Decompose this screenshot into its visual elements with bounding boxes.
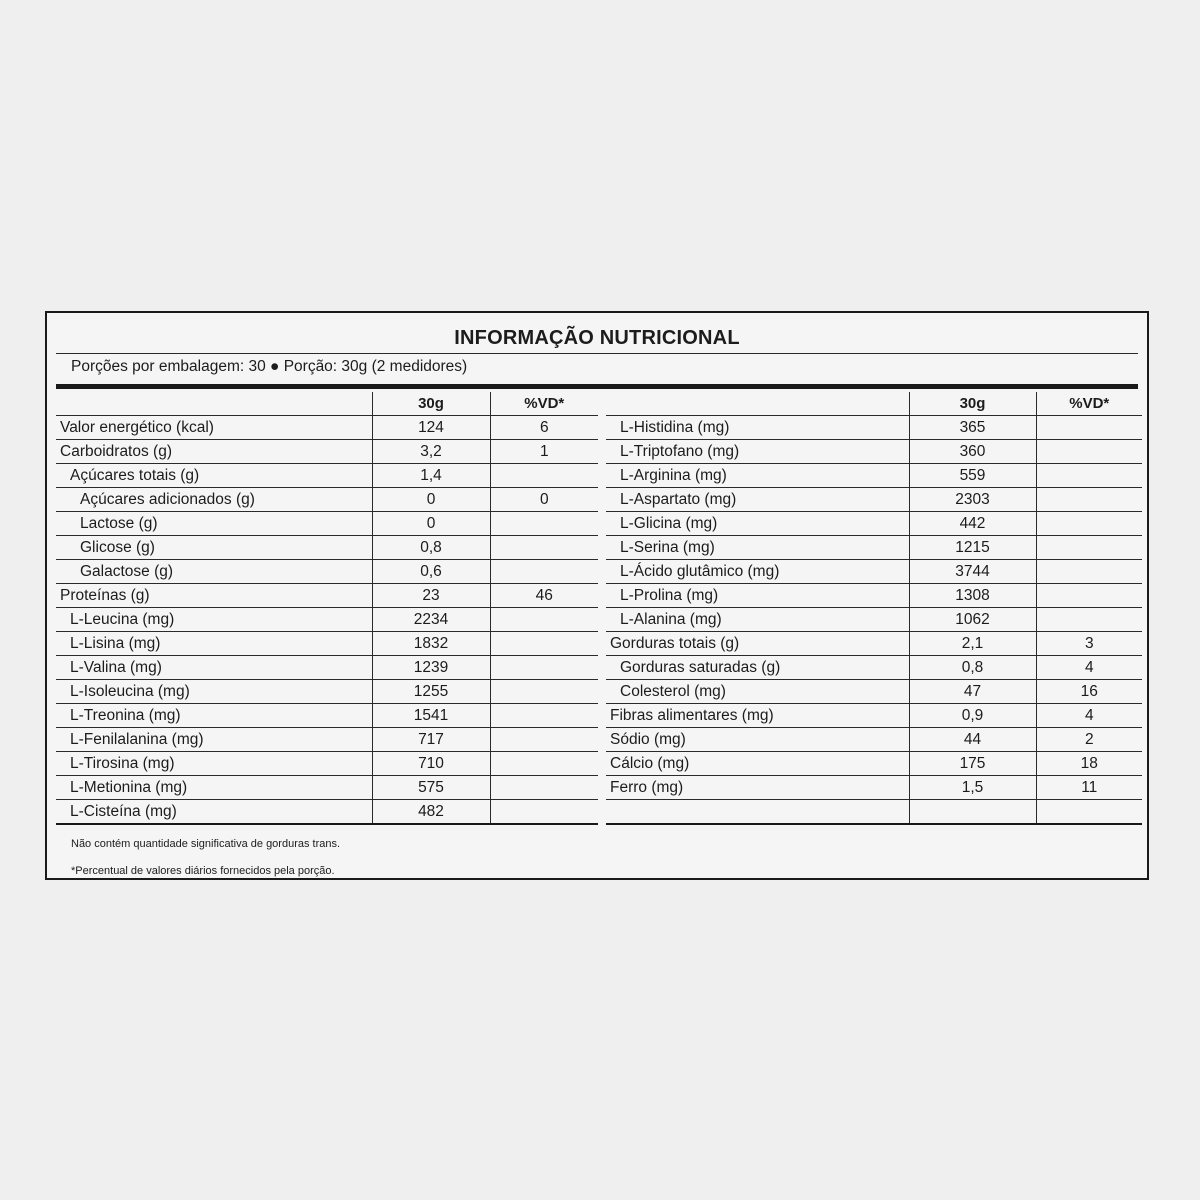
nutrient-amount: 0,8	[372, 536, 490, 560]
label-title: INFORMAÇÃO NUTRICIONAL	[454, 327, 740, 349]
table-row	[56, 584, 598, 608]
nutrient-name: Valor energético (kcal)	[56, 416, 372, 440]
nutrient-amount: 1062	[909, 608, 1036, 632]
header-dv: %VD*	[1036, 392, 1142, 416]
nutrient-dv	[1036, 608, 1142, 632]
table-header-row	[56, 392, 598, 416]
nutrient-amount	[909, 800, 1036, 825]
nutrient-name: Fibras alimentares (mg)	[606, 704, 909, 728]
table-row	[56, 488, 598, 512]
title-divider	[56, 353, 1138, 354]
table-row	[56, 728, 598, 752]
nutrient-name: Sódio (mg)	[606, 728, 909, 752]
servings-info: Porções por embalagem: 30 ● Porção: 30g (2 medidores)	[71, 358, 468, 375]
nutrient-name: Lactose (g)	[56, 512, 372, 536]
table-row	[56, 560, 598, 584]
nutrient-amount: 1,5	[909, 776, 1036, 800]
nutrient-name: Carboidratos (g)	[56, 440, 372, 464]
nutrient-amount: 2234	[372, 608, 490, 632]
table-header-row	[606, 392, 1142, 416]
nutrient-name: Cálcio (mg)	[606, 752, 909, 776]
table-row	[606, 440, 1142, 464]
nutrient-name: L-Aspartato (mg)	[606, 488, 909, 512]
nutrient-amount: 0,6	[372, 560, 490, 584]
table-row	[606, 536, 1142, 560]
nutrient-name: L-Isoleucina (mg)	[56, 680, 372, 704]
nutrient-amount: 360	[909, 440, 1036, 464]
table-row	[56, 536, 598, 560]
nutrient-amount: 2303	[909, 488, 1036, 512]
header-nutrient	[56, 392, 372, 416]
table-row	[56, 680, 598, 704]
table-row	[56, 512, 598, 536]
nutrient-dv	[490, 632, 598, 656]
nutrient-dv	[1036, 560, 1142, 584]
nutrient-name	[606, 800, 909, 825]
thick-divider	[56, 384, 1138, 389]
nutrient-dv: 4	[1036, 704, 1142, 728]
table-row	[606, 512, 1142, 536]
nutrient-dv	[490, 536, 598, 560]
nutrition-label	[45, 311, 1149, 880]
nutrient-dv: 0	[490, 488, 598, 512]
nutrient-amount: 442	[909, 512, 1036, 536]
nutrient-name: Glicose (g)	[56, 536, 372, 560]
nutrient-name: Ferro (mg)	[606, 776, 909, 800]
nutrient-amount: 44	[909, 728, 1036, 752]
header-nutrient	[606, 392, 909, 416]
table-row	[606, 728, 1142, 752]
nutrient-name: L-Ácido glutâmico (mg)	[606, 560, 909, 584]
nutrient-amount: 175	[909, 752, 1036, 776]
table-row	[606, 464, 1142, 488]
nutrient-amount: 1832	[372, 632, 490, 656]
nutrient-dv: 18	[1036, 752, 1142, 776]
nutrient-name: L-Glicina (mg)	[606, 512, 909, 536]
table-row	[56, 776, 598, 800]
trans-fat-note: Não contém quantidade significativa de gorduras trans.	[71, 838, 341, 850]
nutrient-dv	[490, 608, 598, 632]
nutrient-dv	[1036, 584, 1142, 608]
table-row	[606, 680, 1142, 704]
nutrient-amount: 717	[372, 728, 490, 752]
nutrient-dv: 16	[1036, 680, 1142, 704]
nutrient-name: L-Treonina (mg)	[56, 704, 372, 728]
nutrient-dv: 11	[1036, 776, 1142, 800]
nutrient-dv	[490, 752, 598, 776]
header-amount: 30g	[909, 392, 1036, 416]
nutrient-dv	[1036, 536, 1142, 560]
nutrient-dv	[490, 512, 598, 536]
nutrient-dv: 6	[490, 416, 598, 440]
nutrient-amount: 0	[372, 488, 490, 512]
nutrient-name: L-Alanina (mg)	[606, 608, 909, 632]
nutrient-amount: 1239	[372, 656, 490, 680]
nutrient-amount: 3,2	[372, 440, 490, 464]
table-row	[56, 464, 598, 488]
table-row	[606, 488, 1142, 512]
nutrient-name: L-Metionina (mg)	[56, 776, 372, 800]
nutrient-amount: 0	[372, 512, 490, 536]
nutrient-dv	[490, 560, 598, 584]
nutrition-table-right	[606, 392, 1142, 825]
table-row	[56, 752, 598, 776]
nutrient-name: L-Arginina (mg)	[606, 464, 909, 488]
nutrient-dv	[490, 800, 598, 825]
nutrient-name: L-Lisina (mg)	[56, 632, 372, 656]
nutrient-name: Galactose (g)	[56, 560, 372, 584]
table-row	[56, 656, 598, 680]
nutrient-name: L-Histidina (mg)	[606, 416, 909, 440]
table-row	[606, 800, 1142, 825]
nutrient-name: L-Serina (mg)	[606, 536, 909, 560]
nutrient-name: L-Tirosina (mg)	[56, 752, 372, 776]
nutrient-dv: 46	[490, 584, 598, 608]
nutrient-dv: 3	[1036, 632, 1142, 656]
nutrient-amount: 1,4	[372, 464, 490, 488]
nutrient-dv: 4	[1036, 656, 1142, 680]
nutrient-amount: 710	[372, 752, 490, 776]
nutrient-dv: 1	[490, 440, 598, 464]
table-row	[606, 656, 1142, 680]
table-row	[606, 776, 1142, 800]
nutrient-dv	[490, 464, 598, 488]
table-row	[606, 584, 1142, 608]
nutrient-name: Gorduras totais (g)	[606, 632, 909, 656]
header-amount: 30g	[372, 392, 490, 416]
nutrient-amount: 1308	[909, 584, 1036, 608]
nutrient-amount: 47	[909, 680, 1036, 704]
nutrient-amount: 0,8	[909, 656, 1036, 680]
nutrient-dv	[1036, 800, 1142, 825]
nutrient-dv	[1036, 464, 1142, 488]
table-row	[56, 416, 598, 440]
table-row	[606, 752, 1142, 776]
table-row	[606, 416, 1142, 440]
nutrient-dv	[490, 704, 598, 728]
nutrient-name: L-Leucina (mg)	[56, 608, 372, 632]
nutrient-amount: 1255	[372, 680, 490, 704]
nutrient-name: Açúcares totais (g)	[56, 464, 372, 488]
nutrient-dv	[490, 728, 598, 752]
nutrient-amount: 2,1	[909, 632, 1036, 656]
nutrient-name: Proteínas (g)	[56, 584, 372, 608]
nutrient-dv: 2	[1036, 728, 1142, 752]
nutrient-amount: 3744	[909, 560, 1036, 584]
table-row	[606, 608, 1142, 632]
nutrient-name: Colesterol (mg)	[606, 680, 909, 704]
nutrient-dv	[1036, 416, 1142, 440]
nutrient-dv	[490, 680, 598, 704]
nutrient-dv	[490, 776, 598, 800]
table-row	[606, 704, 1142, 728]
table-row	[606, 560, 1142, 584]
header-dv: %VD*	[490, 392, 598, 416]
table-row	[56, 608, 598, 632]
nutrient-name: L-Prolina (mg)	[606, 584, 909, 608]
nutrition-table-left	[56, 392, 598, 825]
table-row	[56, 440, 598, 464]
nutrient-dv	[1036, 488, 1142, 512]
nutrient-name: L-Valina (mg)	[56, 656, 372, 680]
nutrient-dv	[1036, 440, 1142, 464]
table-row	[56, 800, 598, 825]
nutrient-amount: 1215	[909, 536, 1036, 560]
nutrient-name: Gorduras saturadas (g)	[606, 656, 909, 680]
nutrient-amount: 482	[372, 800, 490, 825]
nutrient-amount: 575	[372, 776, 490, 800]
nutrient-amount: 559	[909, 464, 1036, 488]
nutrient-amount: 124	[372, 416, 490, 440]
nutrient-amount: 1541	[372, 704, 490, 728]
table-row	[56, 704, 598, 728]
nutrient-amount: 365	[909, 416, 1036, 440]
daily-value-note: *Percentual de valores diários fornecidos pela porção.	[71, 865, 335, 877]
nutrient-name: L-Cisteína (mg)	[56, 800, 372, 825]
nutrient-name: L-Triptofano (mg)	[606, 440, 909, 464]
nutrient-dv	[1036, 512, 1142, 536]
nutrient-amount: 0,9	[909, 704, 1036, 728]
table-row	[606, 632, 1142, 656]
table-row	[56, 632, 598, 656]
nutrient-name: Açúcares adicionados (g)	[56, 488, 372, 512]
nutrient-dv	[490, 656, 598, 680]
nutrient-amount: 23	[372, 584, 490, 608]
nutrient-name: L-Fenilalanina (mg)	[56, 728, 372, 752]
